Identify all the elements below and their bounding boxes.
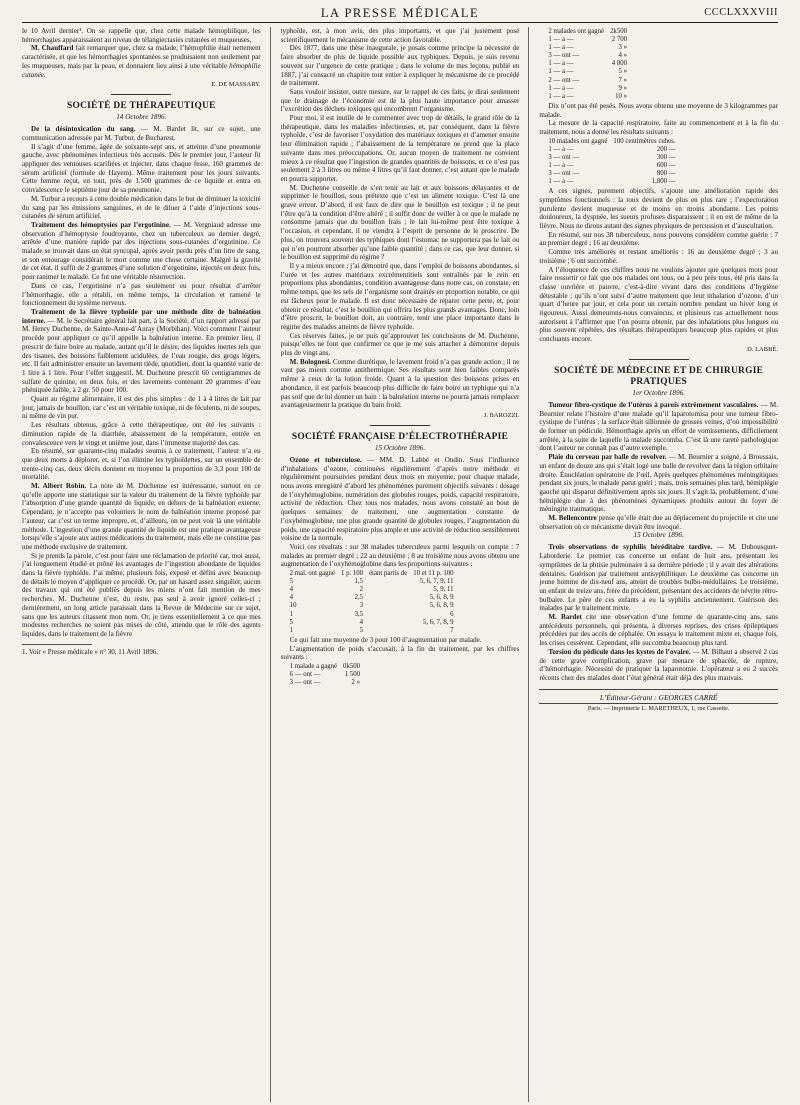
section-date: 14 Octobre 1896.: [116, 113, 167, 122]
paragraph: typhoïde, est, à mon avis, des plus importants, et que j’ai justement posé scientifiquement le mécanisme de cette action favorable.: [280, 27, 520, 44]
table-row: [545, 44, 630, 52]
speaker-name: M. Albert Robin.: [31, 482, 87, 491]
divider: [629, 359, 689, 360]
table-cell: 2k500: [610, 28, 628, 35]
table-cell: 7 »: [618, 76, 628, 84]
publisher-line: L’Éditeur-Gérant : GEORGES CARRÉ: [539, 689, 778, 703]
table-row: [545, 178, 678, 186]
table-cell: 5, 9, 11: [433, 586, 454, 594]
paragraph: Dans ce cas, l’ergotinine n’a pas seulement eu pour résultat d’arrêter l’hémorrhagie, elle a rétabli, en même temps, la circulation et ramené le fonctionnement du système nerveux.: [22, 281, 261, 308]
table-cell: [366, 602, 410, 610]
paragraph: [22, 125, 261, 142]
table-cell: 3 »: [618, 44, 628, 52]
table-cell: [366, 578, 410, 586]
paragraph: En résumé, sur quarante-cinq malades soumis à ce traitement, l’auteur n’a eu que deux morts à déplorer, et, si l’on élimine les typhoïdettes, sur un ensemble de trente-cinq cas, deux décès donnent en moyenne la proportion de 3,3 pour 100 de mortalité.: [22, 447, 261, 482]
section-date: 15 Octobre 1896.: [374, 443, 426, 452]
weight-gain-table-continued: [545, 28, 630, 101]
paragraph-text: pense qu’elle était due au déplacement du projectile et cite une observation où ce mécanisme devait être invoqué.: [539, 514, 779, 531]
table-cell: 200 —: [656, 145, 676, 153]
footnote: 1. Voir « Presse médicale » n° 30, 11 Avril 1896.: [22, 647, 159, 656]
table-cell: 1 p. 100: [340, 570, 364, 578]
article-title: Trois observations de syphilis héréditaire tardive.: [548, 543, 713, 552]
table-cell: 4 800: [611, 60, 628, 68]
divider: [111, 94, 171, 95]
speaker-name: M. Bolognesi.: [289, 357, 331, 366]
table-cell: 7: [450, 626, 454, 634]
paragraph: [539, 648, 778, 683]
section-title: SOCIÉTÉ DE MÉDECINE ET DE CHIRURGIE PRATIQUES: [554, 365, 764, 387]
paragraph: Les résultats obtenus, grâce à cette thérapeutique, ont été les suivants : diminution rapide de la diarrhée, abaissement de la température, entrée en convalescence vers le vingt et unième jour, dans l’immense majorité des cas.: [22, 421, 261, 447]
paragraph-text: Comme diurétique, le lavement froid n’a pas grande action ; il ne vaut pas mieux comme antithermique. Ses résultats sont bien faibles comparés même à ceux de la lotion froide. Quant à la question des boissons prises en abondance, il est parfois beaucoup plus difficile de faire boire un typhique qui n’a pas soif que de lui donner un bain : la balnéation interne ne pourra jamais remplacer avantageusement la pratique du bain froid.: [280, 357, 520, 410]
table-cell: 1,5: [354, 578, 364, 586]
table-cell: [366, 586, 410, 594]
paragraph: [539, 543, 778, 613]
table-cell: [366, 627, 410, 635]
table-row: [545, 154, 678, 162]
paragraph: M. Turbur a recours à cette double médication dans le but de diminuer la toxicité du sang par les émissions sanguines, et de le diluer à l’aide d’injections sous-cutanées de sérum artificiel.: [22, 194, 261, 221]
table-cell: 2: [359, 586, 364, 594]
table-row: [287, 594, 457, 602]
table-cell: 3 — ont —: [548, 153, 580, 161]
weight-gain-table: [287, 663, 363, 687]
paragraph: A ces signes, purement objectifs, s’ajoute une amélioration rapide des symptômes fonctionnels : la toux devient de plus en plus rare ; l’expectoration purulente devient muqueuse et de moins en moins abondante. Les points douloureux, la dyspnée, les sueurs profuses disparaissent ; il en est de même de la fièvre. Nous ne dirons autant des signes physiques de percussion et d’auscultation.: [539, 187, 779, 231]
paragraph-text: — M. Bilhaut a observé 2 cas de cette grave complication, grave par menace de sphacèle, de rupture, d’hémorrhagie. Nécessité de pratiquer la laparotomie. L’opérateur a eu 2 succès récents chez des malades dont l’état général était déjà des plus mauvais.: [539, 647, 779, 682]
table-cell: 1,800 —: [651, 178, 676, 186]
paragraph: Il s’agit d’une femme, âgée de soixante-sept ans, et atteinte d’une pneumonie gauche, avec phénomènes infectieux très accusés. Dès le premier jour, l’auteur fit appliquer des ventouses scarifiées et injecter, dans chaque fesse, 160 grammes de sérum artificiel (formule de Hayem). Même traitement pour les jours suivants. Cette femme reçut, en tout, près de 1.500 grammes de ce liquide et entra en convalescence le septième jour de sa pneumonie.: [22, 142, 261, 195]
table-row: [287, 627, 457, 635]
table-cell: 5, 6, 8, 9: [429, 602, 454, 610]
table-cell: 2 mal. ont gagné: [289, 570, 335, 578]
paragraph: Ces réserves faites, je ne puis qu’approuver les conclusions de M. Duchenne, puisqu’elles ne font que confirmer ce que je me suis attacher à démontrer depuis plus de vingt ans.: [280, 331, 520, 358]
table-row: [545, 162, 678, 170]
paragraph: [22, 44, 261, 79]
table-row: [545, 28, 630, 36]
table-row: [545, 77, 630, 85]
article-title: Plaie du cerveau par balle de revolver.: [548, 453, 667, 462]
table-row: [287, 586, 457, 594]
paragraph-text: — M. Bardet lit, sur ce sujet, une communication adressée par M. Turbur, de Bucharest.: [22, 125, 261, 142]
paragraph: Dès 1877, dans une thèse inaugurale, je posais comme principe la nécessité de faire absorber de plus de liquide possible aux typhiques. Depuis, je suis revenu souvent sur l’urgence de cette pratique ; dans le volume de mes leçons, publié en 1887, j’ai consacré un chapitre tout entier à expliquer le mécanisme de ce procédé de traitement.: [280, 44, 520, 88]
table-cell: 1 — a —: [548, 68, 574, 76]
paragraph: [22, 482, 261, 552]
paragraph: [539, 453, 778, 514]
paragraph: Si je prends la parole, c’est pour faire une réclamation de priorité car, moi aussi, j’ai longuement étudié et prôné les avantages de l’ingestion abondante de liquides dans la fièvre typhoïde. J’ai même, plusieurs fois, exposé et défini avec beaucoup de détails le moyen d’appliquer ce procédé. Or, par un hasard assez singulier, aucun des travaux qui ont été publiés depuis les miens n’ont fait mention de mes recherches. M. Duchenne n’est, du reste, pas seul à avoir ignoré celles-ci ; dernièrement, un long article paraissait dans la Revue de Médecine sur ce sujet, sans que les auteurs citassent mon nom. Or, je tiens essentiellement à ce que mes modestes recherches ne soient pas mises de côté, attendu que le rôle des agents liquides, dans le traitement de la fièvre: [22, 551, 261, 638]
table-cell: 0k500: [343, 662, 361, 670]
table-cell: étant partis de: [369, 570, 408, 578]
paragraph: En résumé, sur nos 38 tuberculeux, nous pouvons considérer comme guérie : 7 au premier degré ; 16 au deuxième.: [539, 230, 779, 248]
table-cell: 1 — a —: [548, 36, 574, 44]
table-cell: 100 centimètres cubes.: [613, 137, 676, 145]
paragraph: [281, 456, 520, 543]
table-row: [287, 619, 457, 627]
table-cell: 4 »: [618, 52, 628, 60]
table-row: [545, 85, 630, 93]
paragraph: Voici ces résultats : sur 38 malades tuberculeux parmi lesquels on compte : 7 malades au premier degré ; 22 au deuxième ; 8 au troisième nous avons obtenu une augmentation de l’oxyhémoglobine dans les proportions suivantes :: [280, 542, 520, 569]
paragraph-text: — M. Vergniaud adresse une observation d’hémoptysie foudroyante, chez un tuberculeux au dernier degré, arrêtée d’une manière rapide par des injections sous-cutanées d’ergotinine. Ce malade se trouvait dans un état syncopal, après avoir perdu près d’un litre de sang, et son entourage considérait le mort comme une chose certaine. Malgré la gravité de cet état, il suffit de 2 grammes d’une solution d’ergotinine, injectés en deux fois, pour ranimer le malade. Ce fut une véritable résurrection.: [22, 220, 261, 282]
paragraph: Quant au régime alimentaire, il est des plus simples : de 1 à 4 litres de lait par jour, jamais de bouillon, car c’est un véritable toxique, ni de féculents, ni de soupes, ni même de vin pur.: [22, 395, 261, 421]
table-cell: 4: [289, 586, 294, 594]
table-row: [545, 138, 678, 146]
paragraph-text: La note de M. Duchenne est intéressante, surtout en ce qu’elle apporte une statistique sur la valeur du traitement de la fièvre typhoïde par l’absorption d’une grande quantité de liquide, en dehors de la balnéation externe. Cependant, je n’accepte pas volontiers le nom de balnéation interne proposé par l’auteur, car c’est un terme impropre, et, d’ailleurs, on ne peut voir là une véritable méthode. L’ingestion d’une grande quantité de liquide est une pratique avantageuse lorsqu’elle s’ajoute aux autres médications du traitement, mais elle ne constitue pas une méthode exclusive de traitement.: [22, 482, 261, 551]
table-cell: 2 »: [351, 679, 361, 687]
signature: J. BAROZZI.: [483, 411, 520, 419]
table-row: [545, 60, 630, 68]
paragraph: le 10 Avril dernier¹. On se rappelle que, chez cette malade hémophilique, les hémorrhagies apparaissaient au niveau de télangiectasies cutanées et muqueuses,: [22, 27, 261, 44]
speaker-name: M. Chauffard: [31, 44, 74, 53]
paragraph: Il y a mieux encore ; j’ai démontré que, dans l’emploi de boissons abondantes, si l’urée et les autres matériaux excrémentitiels sont entraînés par le rein en proportions plus abondantes, condition avantageuse dans notre cas, on constate, en même temps, que les sels de l’organisme sont drainés en proportion notable, ce qui est fâcheux pour le malade. Il est donc nécessaire de réparer cette perte, et, pour obtenir ce résultat, c’est le bouillon qui offrira les plus grands avantages. Donc, loin d’être proscrit, le bouillon doit, au contraire, tenir une place importante dans le régime des malades atteints de fièvre typhoïde.: [280, 261, 520, 331]
table-row: [287, 570, 457, 578]
paragraph: La mesure de la capacité respiratoire, faite au commencement et à la fin du traitement, nous a donné les résultats suivants :: [539, 119, 779, 136]
footnote-divider: [22, 644, 92, 645]
table-cell: 2 700: [611, 36, 628, 44]
paragraph: [22, 308, 261, 395]
page-header: [22, 6, 778, 23]
paragraph: [539, 401, 778, 453]
article-title: Torsion du pédicule dans les kystes de l’ovaire.: [548, 647, 691, 656]
table-cell: 5, 6, 7, 9, 11: [419, 578, 454, 586]
article-title: Traitement des hémoptysies par l’ergotinine.: [31, 220, 171, 229]
section-title: SOCIÉTÉ FRANÇAISE D’ÉLECTROTHÉRAPIE: [291, 431, 509, 442]
table-cell: 300 —: [656, 153, 676, 161]
masthead-title: LA PRESSE MÉDICALE: [320, 6, 480, 20]
table-row: [287, 679, 363, 687]
paragraph: M. Duchenne conseille de s’en tenir au lait et aux boissons délayantes et de supprimer le bouillon, sous prétexte que c’est un aliment toxique. C’est là une grave erreur. D’abord, il est faux de dire que le bouillon est toxique ; il ne peut l’être qu’à la condition d’être altéré ; il suffit donc de veiller à ce que le malade ne consomme jamais que du bouillon frais ; le lait lui-même peut être toxique à l’occasion, et cependant, il ne viendra à l’esprit de personne de le proscrire. De plus, on trouvera souvent des typhiques dont l’estomac ne supportera pas le lait ou qui n’en pourront absorber qu’une faible quantité ; dans ce cas, que leur donner, si le bouillon est supprimé du régime ?: [280, 183, 520, 262]
table-cell: 1: [289, 610, 294, 618]
table-cell: 6: [450, 610, 454, 618]
table-cell: 5 »: [618, 68, 628, 76]
column-3: [539, 27, 778, 1102]
table-row: [287, 611, 457, 619]
table-cell: [366, 594, 410, 602]
table-cell: 5: [289, 618, 294, 626]
paragraph: [281, 358, 520, 410]
paragraph: Pour moi, il est inutile de le commenter avec trop de détails, le grand rôle de la thérapeutique, dans les maladies infectieuses, et, par conséquent, dans la fièvre typhoïde, c’est de favoriser l’oxydation des matériaux toxiques et d’amener ensuite leur élimination rapide ; l’abaissement de la température ne prend que la place suivante dans mes préoccupations. Or, aucun moyen de traitement ne convient mieux à ce résultat que l’ingestion de grandes quantités de boissons, et ce n’est pas seulement 2 à 3 litres ou même 4 litres qu’il faut donner, c’est autant que le malade en pourra supporter.: [280, 114, 520, 183]
paragraph-text: cite une observation d’une femme de quarante-cinq ans, sans antécédents personnels, qui présenta, à diverses reprises, des crises épileptiques précédées par des accès de céphalée. On essaya le traitement mixte et, chaque fois, les crises cessèrent. Cependant, elle succomba beaucoup plus tard.: [539, 613, 779, 648]
table-cell: 4: [359, 618, 364, 626]
paragraph: A l’éloquence de ces chiffres nous ne voulons ajouter que quelques mots pour faire ressortir ce fait que nos malades ont tous, ou à peu près tous, été pris dans la classe ouvrière et pauvre, c’est-à-dire vivant dans des conditions d’hygiène détestable ; qu’ils n’ont suivi d’autre traitement que leur inhalation d’ozone, d’un quart d’heure par jour, et cela pour un certain nombre pendant un hiver long et rigoureux. Aussi demeurons-nous convaincus, et plusieurs cas actuellement nous autorisent à l’affirmer que l’on pourra obtenir, par des inhalations plus longues ou plus souvent répétées, des résultats thérapeutiques beaucoup plus rapides et plus concluants encore.: [539, 265, 779, 344]
table-row: [545, 93, 630, 101]
table-row: [545, 146, 678, 154]
table-cell: [366, 611, 410, 619]
paragraph: Dix n’ont pas été pesés. Nous avons obtenu une moyenne de 3 kilogrammes par malade.: [539, 101, 779, 119]
columns: [22, 27, 778, 1102]
table-cell: 4: [289, 594, 294, 602]
article-title: Traitement de la fièvre typhoïde par une méthode dite de balnéation interne.: [22, 307, 261, 325]
column-1: [22, 27, 271, 1102]
table-row: [545, 36, 630, 44]
table-row: [287, 578, 457, 586]
table-cell: 10: [289, 602, 297, 610]
table-cell: 2 malades ont gagné: [548, 28, 605, 35]
paragraph: L’augmentation de poids s’accusait, à la fin du traitement, par les chiffres suivants :: [280, 644, 520, 662]
table-cell: 3 — ont —: [548, 52, 580, 60]
table-cell: 1 — a —: [548, 84, 574, 92]
table-cell: 10 »: [615, 92, 628, 100]
table-cell: 5: [359, 626, 364, 634]
paragraph: [22, 221, 261, 282]
table-cell: 3: [359, 602, 364, 610]
paragraph-text: — MM. D. Labbé et Oudin. Sous l’influence d’inhalations d’ozone, continuées régulièrement d’après notre méthode et régulièrement poursuivies pendant deux mois en moyenne, pour chaque malade, nous avons enregistré d’abord les phénomènes purement objectifs suivants : dosage de l’oxyhémoglobine, numération des globules rouges, poids, capacité respiratoire, activité de réduction. Chez tous nos malades, nous avons constaté au bout de quelques semaines de traitement, une augmentation constante de l’oxyhémoglobine, une plus grande quantité de globules rouges, l’augmentation du poids, une capacité respiratoire plus ample et une activité de réduction sensiblement voisine de la normale.: [280, 455, 520, 543]
table-cell: 1 — a —: [548, 145, 574, 153]
table-cell: 10 malades ont gagné: [548, 137, 608, 145]
paragraph: Comme très améliorés et restant améliorés : 16 au deuxième degré ; 3 au troisième ; 6 ont succombé.: [539, 248, 779, 265]
table-cell: 1 — a —: [548, 92, 574, 100]
table-cell: 1 — a —: [548, 178, 574, 186]
paragraph-text: fait remarquer que, chez sa malade, l’hémophilie était nettement caractérisée, et que les hémorrhagies spontanées se produisaient non seulement par les muqueuses, mais par la peau, et donnaient lieu ainsi à une véritable: [22, 44, 261, 70]
article-title: Tumeur fibro-cystique de l’utérus à parois extrêmement vasculaires.: [548, 400, 759, 409]
section-title: SOCIÉTÉ DE THÉRAPEUTIQUE: [66, 101, 216, 112]
table-cell: 1 — a —: [548, 44, 574, 52]
table-cell: 1 — a —: [548, 60, 574, 68]
table-cell: 600 —: [656, 161, 676, 169]
section-date: 15 Octobre 1896.: [633, 531, 684, 540]
table-cell: 3 — ont —: [548, 170, 580, 178]
table-cell: 2 — ont —: [548, 76, 580, 84]
paragraph-text: — M. Dubousquet-Laborderie. Le premier cas concerne un enfant de huit ans, présentant les symptômes de la phtisie pulmonaire à sa dernière période ; il y avait des altérations dentaires. Guérison par traitement antisyphilitique. Le deuxième cas concerne un jeune homme de dix-neuf ans, atteint de troubles bulbo-médullaires. Le troisième, un enfant de treize ans, frère du précédent, présentant des accidents de névrite rétro-bulbaire. Le père de ces enfants a eu la syphilis anciennement. Guérison des malades par le traitement mixte.: [539, 543, 779, 613]
paragraph: [539, 613, 778, 648]
page-folio: CCCLXXXVIII: [704, 7, 778, 18]
table-cell: 1 malade a gagné: [289, 662, 338, 670]
section-date: 1er Octobre 1896.: [632, 388, 685, 397]
table-cell: 1 500: [344, 671, 361, 679]
emphasis: hémophilie cutanée.: [22, 61, 261, 79]
table-cell: 2,5: [354, 594, 364, 602]
respiratory-capacity-table: [545, 138, 678, 187]
table-row: [545, 68, 630, 76]
printer-imprint: Paris. — Imprimerie L. MARETHEUX, 1, rue Cassette.: [539, 703, 778, 714]
table-cell: 3,5: [354, 610, 364, 618]
table-cell: 3 — ont —: [289, 679, 321, 687]
oxyhemoglobin-table: [287, 570, 457, 635]
speaker-name: M. Bellencontre: [548, 514, 597, 523]
signature: E. DE MASSARY.: [211, 81, 261, 89]
table-cell: [366, 619, 410, 627]
table-cell: 10 et 11 p. 100: [413, 570, 454, 578]
paragraph: Sans vouloir insister, outre mesure, sur le rappel de ces faits, je dirai seulement que le drainage de l’économie est de la plus haute importance pour amasser l’excrétion des déchets toxiques qui encombrent l’organisme.: [280, 87, 520, 114]
paragraph-text: — M. Beurnier relate l’histoire d’une malade qu’il laparotomisa pour une tumeur fibro-cystique de l’utérus ; la surface était sillonnée de grosses veines, d’où impossibilité de former un pédicule. Hémorrhagie après un effort de vomissements, difficilement arrêtée, à la suite de laquelle la malade succomba. C’est là une rareté pathologique dont l’auteur ne connaît pas d’autre exemple.: [539, 400, 779, 453]
table-cell: 5, 6, 7, 8, 9: [422, 618, 454, 626]
table-cell: 6 — ont —: [289, 671, 321, 679]
paragraph: Ce qui fait une moyenne de 3 pour 100 d’augmentation par malade.: [289, 635, 482, 644]
table-cell: 9 »: [618, 84, 628, 92]
column-2: [281, 27, 530, 1102]
table-row: [545, 52, 630, 60]
table-row: [287, 602, 457, 610]
article-title: De la désintoxication du sang.: [31, 125, 136, 134]
table-cell: 800 —: [656, 170, 676, 178]
article-title: Ozone et tuberculose.: [289, 455, 362, 464]
signature: D. LABBÉ.: [747, 345, 779, 353]
table-cell: 1: [289, 626, 294, 634]
table-cell: 5: [289, 578, 294, 586]
paragraph-text: — M. Beurnier a soigné, à Broussais, un enfant de douze ans qui s’était logé une balle de revolver dans la région orbitaire droite. Énucléation opératoire de l’œil. Après quelques phénomènes méningitiques pendant six jours, le malade parut guéri ; mais, trois semaines plus tard, hémiplégie gauche qui disparut définitivement après six jours. Il s’agit là, probablement, d’une hémiplégie due à des phénomènes dynamiques produits autour du foyer de méningite traumatique.: [539, 453, 779, 514]
paragraph-text: — M. le Secrétaire général fait part, à la Société, d’un rapport adressé par M. Henry Duchenne, de Sainte-Anne-d’Auray (Morbihan). Voici comment l’auteur procède pour appliquer ce qu’il appelle la balnéation interne. En premier lieu, il prescrit de faire boire au malade, autant qu’il le désire, des liquides inertes tels que des tisanes, des boissons faiblement acidulées, de l’eau rougie, des grogs légers, etc. Il fait administrer ensuite un lavement tiède, quotidien, dont la quantité varie de 1 litre à 1 litre. Pour l’effet suggestif, M. Duchenne prescrit 60 centigrammes de sulfate de quinine, en deux fois, et des lavements contenant 20 grammes d’eau phéniquée faible, à 2 gr. 50 pour 100.: [22, 316, 261, 395]
table-cell: 5, 6, 8, 9: [429, 594, 454, 602]
speaker-name: M. Bardet: [548, 613, 582, 622]
table-row: [545, 170, 678, 178]
table-row: [287, 663, 363, 671]
divider: [370, 425, 430, 426]
paragraph: [539, 514, 778, 531]
table-cell: 1 — a —: [548, 161, 574, 169]
table-row: [287, 671, 363, 679]
